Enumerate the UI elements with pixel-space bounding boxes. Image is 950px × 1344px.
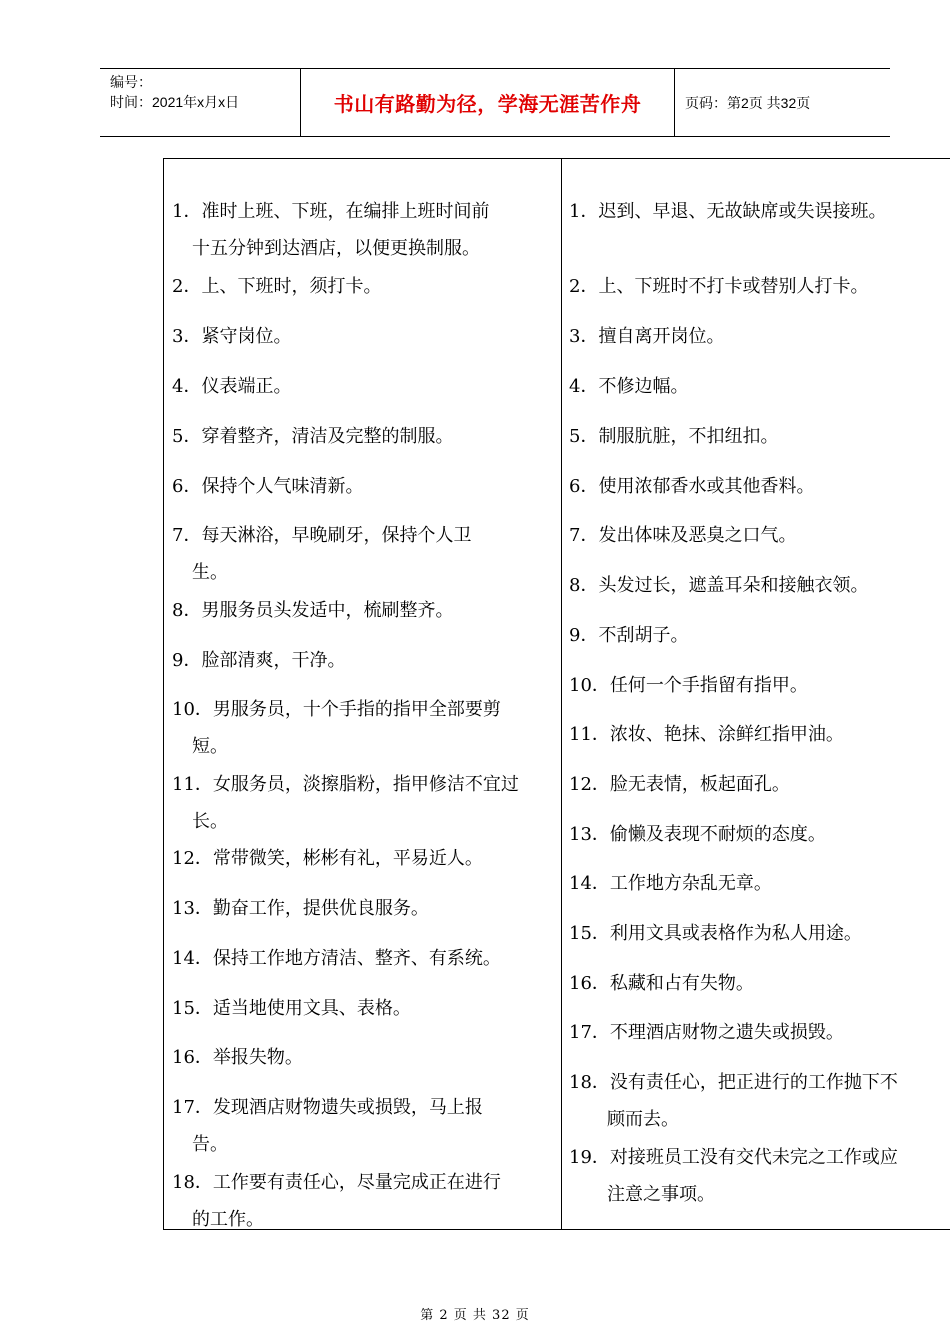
left-item-3: 3．紧守岗位。 xyxy=(172,326,292,347)
code-label: 编号： xyxy=(110,74,152,90)
left-item-12: 12．常带微笑，彬彬有礼，平易近人。 xyxy=(172,848,483,869)
column-divider xyxy=(561,159,562,1229)
left-item-15: 15．适当地使用文具、表格。 xyxy=(172,998,411,1019)
left-item-18: 18．工作要有责任心，尽量完成正在进行 的工作。 xyxy=(172,1172,501,1230)
right-item-3: 3．擅自离开岗位。 xyxy=(569,326,725,347)
right-item-17: 17．不理酒店财物之遗失或损毁。 xyxy=(569,1022,844,1043)
right-item-15: 15．利用文具或表格作为私人用途。 xyxy=(569,923,862,944)
right-item-4: 4．不修边幅。 xyxy=(569,376,689,397)
header-meta xyxy=(100,69,301,136)
right-item-5: 5．制服肮脏，不扣纽扣。 xyxy=(569,426,779,447)
right-item-2: 2．上、下班时不打卡或替别人打卡。 xyxy=(569,276,869,297)
right-item-12: 12．脸无表情，板起面孔。 xyxy=(569,774,790,795)
right-item-14: 14．工作地方杂乱无章。 xyxy=(569,873,772,894)
left-item-16: 16．举报失物。 xyxy=(172,1047,303,1068)
time-label: 时间：2021年x月x日 xyxy=(110,94,240,110)
page-footer: 第 2 页 共 32 页 xyxy=(420,1308,530,1323)
right-item-9: 9．不刮胡子。 xyxy=(569,625,689,646)
right-item-1: 1．迟到、早退、无故缺席或失误接班。 xyxy=(569,201,887,222)
right-item-19: 19．对接班员工没有交代未完之工作或应 注意之事项。 xyxy=(569,1147,898,1205)
page-label: 页码：第2页 共32页 xyxy=(685,94,811,111)
right-item-11: 11．浓妆、艳抹、涂鲜红指甲油。 xyxy=(569,724,844,745)
right-item-8: 8．头发过长，遮盖耳朵和接触衣领。 xyxy=(569,575,869,596)
motto: 书山有路勤为径，学海无涯苦作舟 xyxy=(333,92,642,116)
left-item-11: 11．女服务员，淡擦脂粉，指甲修洁不宜过 长。 xyxy=(172,774,519,832)
left-item-5: 5．穿着整齐，清洁及完整的制服。 xyxy=(172,426,454,447)
right-item-16: 16．私藏和占有失物。 xyxy=(569,973,754,994)
page-header xyxy=(100,68,890,137)
left-item-1: 1．准时上班、下班，在编排上班时间前 十五分钟到达酒店，以便更换制服。 xyxy=(172,201,490,259)
left-item-4: 4．仪表端正。 xyxy=(172,376,292,397)
right-item-13: 13．偷懒及表现不耐烦的态度。 xyxy=(569,824,826,845)
left-item-10: 10．男服务员，十个手指的指甲全部要剪 短。 xyxy=(172,699,501,757)
right-item-18: 18．没有责任心，把正进行的工作抛下不 顾而去。 xyxy=(569,1072,898,1130)
header-motto-cell xyxy=(301,69,675,136)
right-item-6: 6．使用浓郁香水或其他香料。 xyxy=(569,476,815,497)
left-item-6: 6．保持个人气味清新。 xyxy=(172,476,364,497)
left-item-8: 8．男服务员头发适中，梳刷整齐。 xyxy=(172,600,454,621)
rules-table xyxy=(163,158,950,1230)
left-item-17: 17．发现酒店财物遗失或损毁，马上报 告。 xyxy=(172,1097,483,1155)
right-item-10: 10．任何一个手指留有指甲。 xyxy=(569,675,808,696)
left-item-7: 7．每天淋浴，早晚刷牙，保持个人卫 生。 xyxy=(172,525,472,583)
left-item-14: 14．保持工作地方清洁、整齐、有系统。 xyxy=(172,948,501,969)
left-item-13: 13．勤奋工作，提供优良服务。 xyxy=(172,898,429,919)
right-item-7: 7．发出体味及恶臭之口气。 xyxy=(569,525,797,546)
header-page-cell xyxy=(675,69,890,136)
left-item-9: 9．脸部清爽，干净。 xyxy=(172,650,346,671)
left-item-2: 2．上、下班时，须打卡。 xyxy=(172,276,382,297)
